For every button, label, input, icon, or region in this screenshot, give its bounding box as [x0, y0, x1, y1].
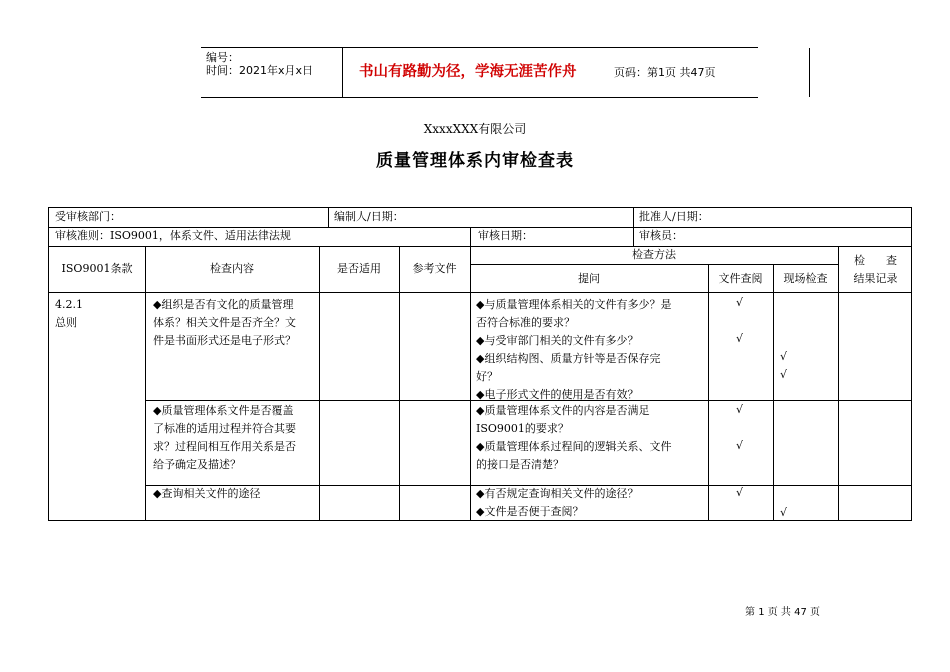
table-line — [470, 264, 838, 265]
table-line — [470, 227, 471, 246]
table-line — [319, 246, 320, 520]
table-line — [145, 246, 146, 520]
table-line — [633, 208, 634, 227]
header-result-line1: 检 查 — [854, 254, 897, 267]
motto-text: 书山有路勤为径，学海无涯苦作舟 — [359, 64, 577, 80]
row1-question-line: ◆与质量管理体系相关的文件有多少？是 — [476, 298, 672, 311]
check-mark: √ — [736, 403, 744, 416]
row1-question-line: ◆组织结构图、质量方针等是否保存完 — [476, 352, 661, 365]
row3-question-line: ◆文件是否便于查阅？ — [476, 505, 584, 518]
row2-question-line: ◆质量管理体系文件的内容是否满足 — [476, 404, 650, 417]
header-reference: 参考文件 — [412, 262, 457, 275]
criteria-label: 审核准则：ISO9001，体系文件、适用法律法规 — [55, 229, 291, 242]
check-mark: √ — [736, 332, 744, 345]
row2-content-line: 求？过程间相互作用关系是否 — [153, 440, 296, 453]
table-line — [399, 246, 400, 520]
approver-label: 批准人/日期： — [639, 210, 709, 223]
row3-content-line: ◆查询相关文件的途径 — [153, 487, 261, 500]
page-number-label: 页码：第1页 共47页 — [614, 66, 716, 79]
header-doc-review: 文件查阅 — [718, 272, 763, 285]
row2-question-line: ISO9001的要求？ — [476, 422, 569, 435]
auditor-label: 审核员： — [639, 229, 683, 242]
audit-checklist-table — [48, 207, 912, 521]
time-label: 时间：2021年x月x日 — [206, 64, 314, 77]
check-mark: √ — [780, 368, 788, 381]
header-content: 检查内容 — [210, 262, 254, 275]
document-title: 质量管理体系内审检查表 — [376, 151, 574, 171]
check-mark: √ — [736, 439, 744, 452]
row2-question-line: ◆质量管理体系过程间的逻辑关系、文件 — [476, 440, 672, 453]
table-line — [708, 264, 709, 520]
header-clause: ISO9001条款 — [61, 262, 133, 275]
row2-question-line: 的接口是否清楚？ — [476, 458, 564, 471]
row1-question-line: ◆电子形式文件的使用是否有效？ — [476, 388, 639, 401]
check-mark: √ — [736, 296, 744, 309]
table-line — [328, 208, 329, 227]
row3-question-line: ◆有否规定查询相关文件的途径？ — [476, 487, 639, 500]
header-result-line2: 结果记录 — [853, 272, 898, 285]
header-method: 检查方法 — [632, 248, 676, 261]
header-site-check: 现场检查 — [783, 272, 828, 285]
document-header — [201, 47, 758, 98]
row1-content-line: ◆组织是否有文化的质量管理 — [153, 298, 294, 311]
header-left-cell — [201, 48, 342, 97]
check-mark: √ — [736, 486, 744, 499]
clause-number: 4.2.1 — [55, 298, 83, 311]
row2-content-line: ◆质量管理体系文件是否覆盖 — [153, 404, 294, 417]
check-mark: √ — [780, 506, 788, 519]
check-mark: √ — [780, 350, 788, 363]
dept-label: 受审核部门： — [55, 210, 121, 223]
table-line — [49, 292, 911, 293]
doc-number-label: 编号： — [206, 51, 239, 64]
row1-content-line: 件是书面形式还是电子形式？ — [153, 334, 296, 347]
prepared-by-label: 编制人/日期： — [334, 210, 404, 223]
header-applicable: 是否适用 — [337, 262, 381, 275]
row1-content-line: 体系？相关文件是否齐全？文 — [153, 316, 296, 329]
table-line — [633, 227, 634, 246]
row2-content-line: 给予确定及描述？ — [153, 458, 241, 471]
table-line — [773, 264, 774, 520]
row2-content-line: 了标准的适用过程并符合其要 — [153, 422, 296, 435]
audit-date-label: 审核日期： — [478, 229, 533, 242]
company-name: XxxxXXX有限公司 — [423, 122, 527, 136]
page-footer: 第 1 页 共 47 页 — [745, 607, 820, 618]
row1-question-line: 好？ — [476, 370, 498, 383]
header-question: 提问 — [578, 272, 600, 285]
row1-question-line: 否符合标准的要求？ — [476, 316, 575, 329]
clause-name: 总则 — [55, 316, 77, 329]
row1-question-line: ◆与受审部门相关的文件有多少？ — [476, 334, 639, 347]
